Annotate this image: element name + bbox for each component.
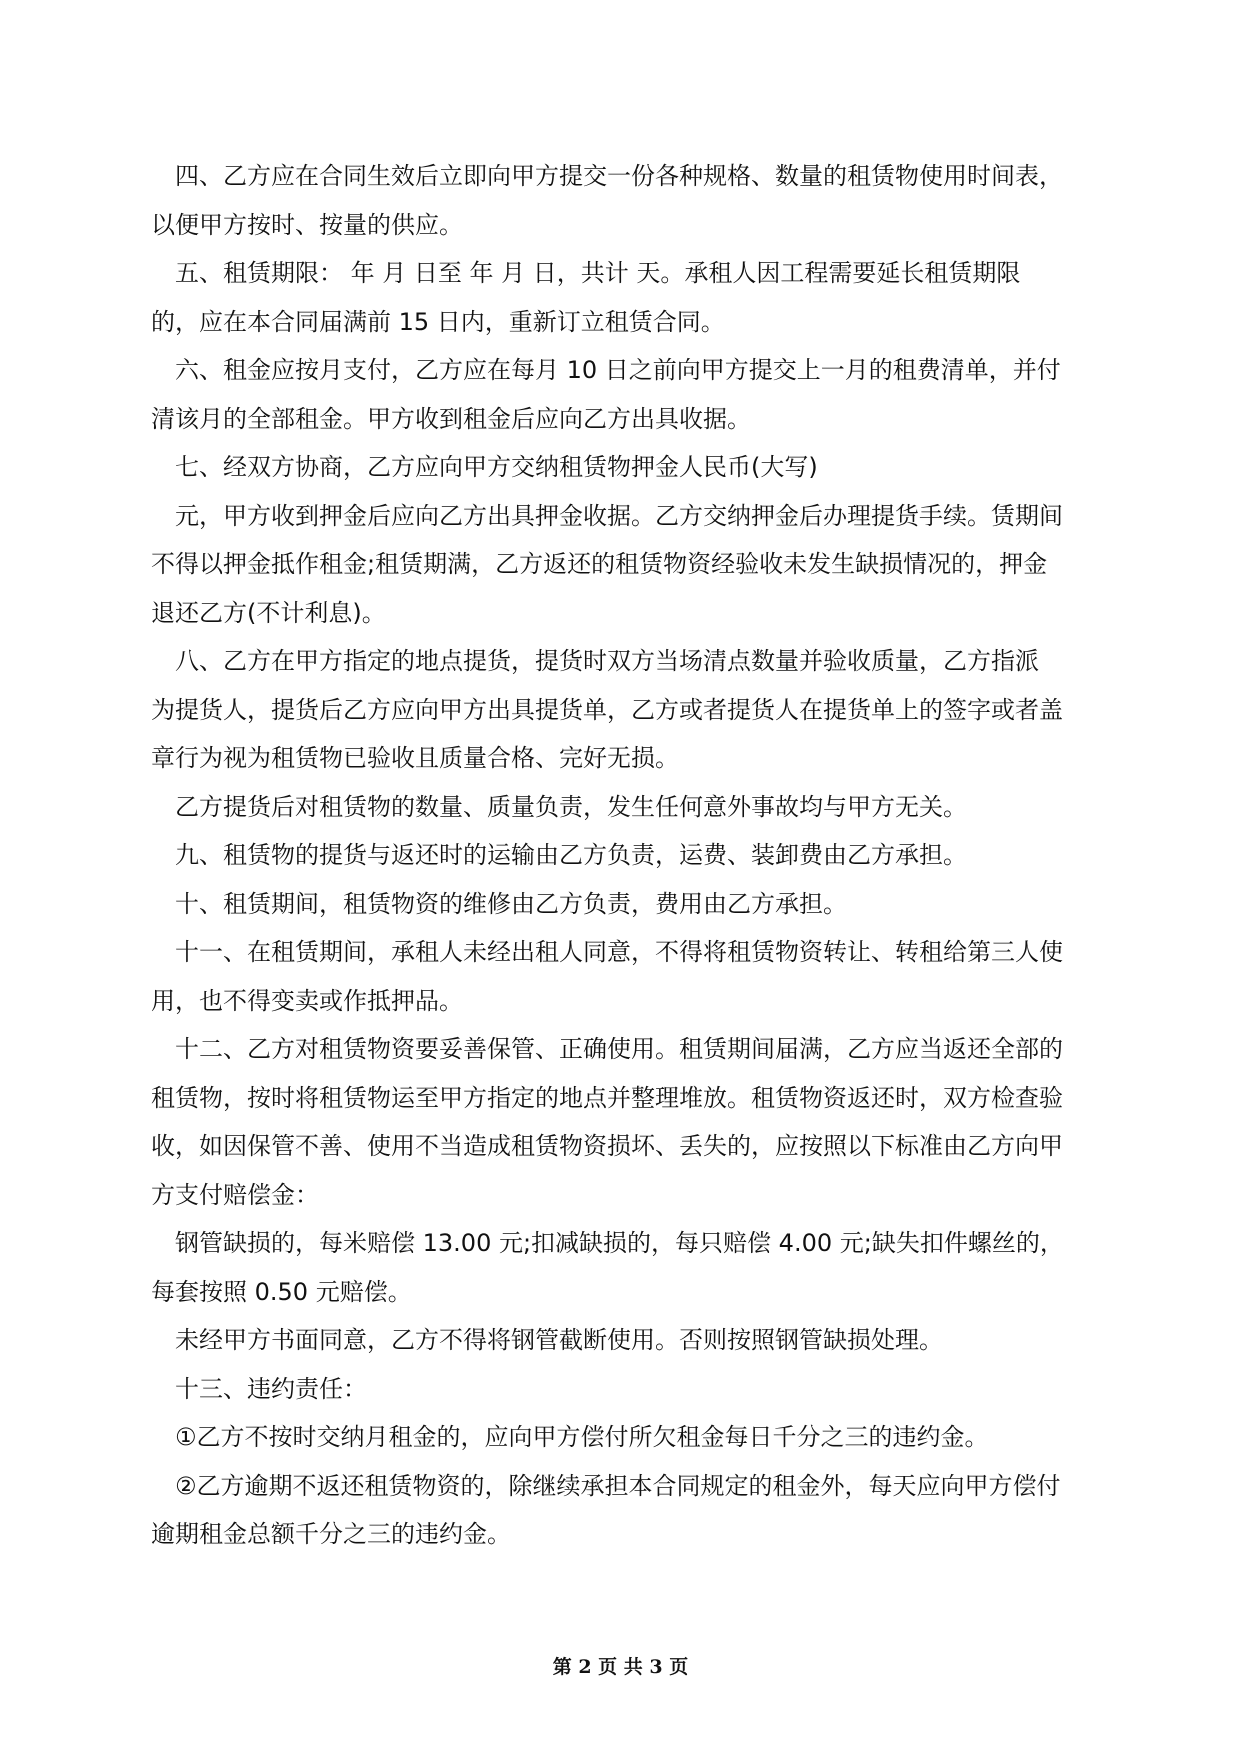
text-line: ①乙方不按时交纳月租金的，应向甲方偿付所欠租金每日千分之三的违约金。 xyxy=(175,1423,989,1451)
text-line: 六、租金应按月支付，乙方应在每月 10 日之前向甲方提交上一月的租费清单，并付 xyxy=(175,356,1061,384)
text-line: ②乙方逾期不返还租赁物资的，除继续承担本合同规定的租金外，每天应向甲方偿付 xyxy=(175,1471,1061,1500)
text-line: 清该月的全部租金。甲方收到租金后应向乙方出具收据。 xyxy=(151,404,751,433)
document-body xyxy=(151,152,1091,1559)
text-line: 钢管缺损的，每米赔偿 13.00 元;扣减缺损的，每只赔偿 4.00 元;缺失扣件螺丝的， xyxy=(175,1229,1064,1257)
text-line: 用，也不得变卖或作抵押品。 xyxy=(151,986,463,1015)
text-line: 四、乙方应在合同生效后立即向甲方提交一份各种规格、数量的租赁物使用时间表， xyxy=(175,162,1063,190)
text-line: 元，甲方收到押金后应向乙方出具押金收据。乙方交纳押金后办理提货手续。赁期间 xyxy=(175,501,1063,530)
text-line: 十二、乙方对租赁物资要妥善保管、正确使用。租赁期间届满，乙方应当返还全部的 xyxy=(175,1035,1063,1063)
text-line: 十一、在租赁期间，承租人未经出租人同意，不得将租赁物资转让、转租给第三人使 xyxy=(175,938,1063,966)
text-line: 租赁物，按时将租赁物运至甲方指定的地点并整理堆放。租赁物资返还时，双方检查验 xyxy=(151,1083,1063,1112)
text-line: 为提货人，提货后乙方应向甲方出具提货单，乙方或者提货人在提货单上的签字或者盖 xyxy=(151,695,1063,724)
text-line: 逾期租金总额千分之三的违约金。 xyxy=(151,1520,511,1548)
text-line: 八、乙方在甲方指定的地点提货，提货时双方当场清点数量并验收质量，乙方指派 xyxy=(175,647,1039,675)
text-line: 每套按照 0.50 元赔偿。 xyxy=(151,1277,412,1306)
text-line: 方支付赔偿金： xyxy=(151,1180,319,1209)
text-line: 十三、违约责任： xyxy=(175,1374,367,1403)
text-line: 九、租赁物的提货与返还时的运输由乙方负责，运费、装卸费由乙方承担。 xyxy=(175,841,967,869)
text-line: 以便甲方按时、按量的供应。 xyxy=(151,210,463,239)
text-line: 收，如因保管不善、使用不当造成租赁物资损坏、丢失的，应按照以下标准由乙方向甲 xyxy=(151,1132,1063,1160)
text-line: 十、租赁期间，租赁物资的维修由乙方负责，费用由乙方承担。 xyxy=(175,889,847,918)
text-line: 乙方提货后对租赁物的数量、质量负责，发生任何意外事故均与甲方无关。 xyxy=(175,792,967,821)
text-line: 的，应在本合同届满前 15 日内，重新订立租赁合同。 xyxy=(151,307,725,336)
page-number-footer: 第 2 页 共 3 页 xyxy=(552,1656,689,1678)
text-line: 五、租赁期限： 年 月 日至 年 月 日，共计 天。承租人因工程需要延长租赁期限 xyxy=(175,259,1021,287)
text-line: 不得以押金抵作租金;租赁期满，乙方返还的租赁物资经验收未发生缺损情况的，押金 xyxy=(151,550,1048,578)
text-line: 退还乙方(不计利息)。 xyxy=(151,598,386,627)
text-line: 未经甲方书面同意，乙方不得将钢管截断使用。否则按照钢管缺损处理。 xyxy=(175,1326,943,1354)
text-line: 章行为视为租赁物已验收且质量合格、完好无损。 xyxy=(151,744,679,772)
text-line: 七、经双方协商，乙方应向甲方交纳租赁物押金人民币(大写) xyxy=(175,453,818,481)
